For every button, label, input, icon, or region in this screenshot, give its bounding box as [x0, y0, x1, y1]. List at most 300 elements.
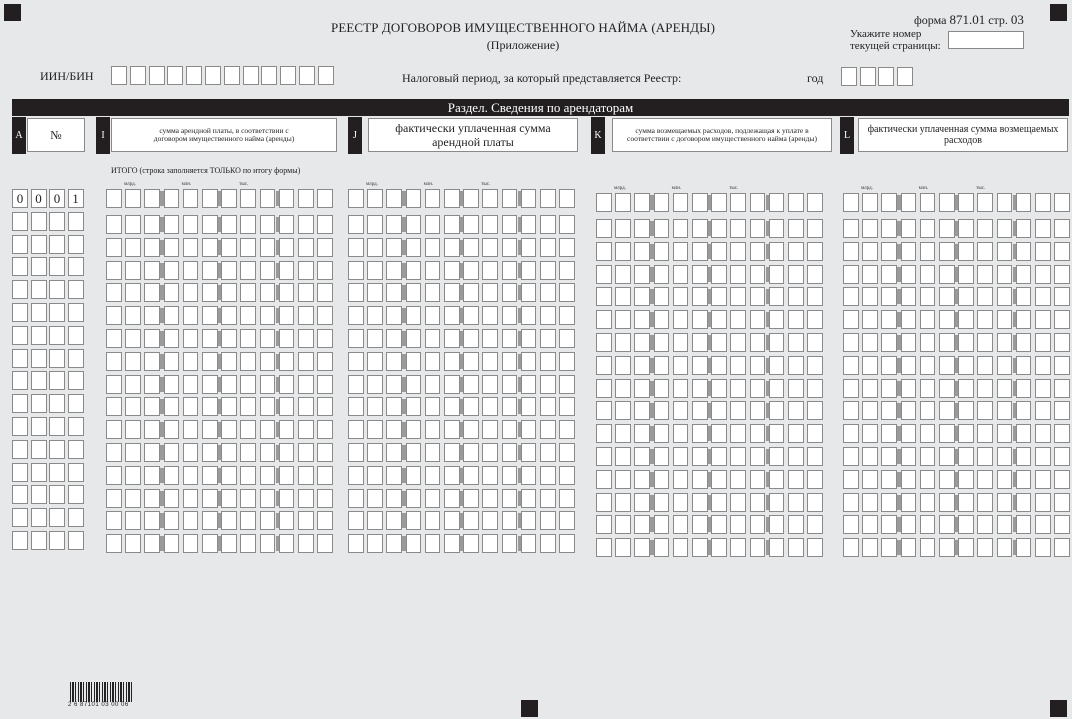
column-k-cell[interactable] [730, 310, 746, 329]
column-i-cell[interactable] [164, 306, 180, 325]
column-l-cell[interactable] [862, 470, 878, 489]
row-number-cell[interactable] [49, 394, 65, 413]
column-l-cell[interactable] [977, 470, 993, 489]
column-j-cell[interactable] [348, 352, 364, 371]
column-k-cell[interactable] [788, 515, 804, 534]
column-k-cell[interactable] [788, 401, 804, 420]
column-l-cell[interactable] [958, 219, 974, 238]
column-l-cell[interactable] [843, 333, 859, 352]
column-l-cell[interactable] [939, 515, 955, 534]
column-l-cell[interactable] [920, 265, 936, 284]
column-l-cell[interactable] [1054, 447, 1070, 466]
column-k-cell[interactable] [615, 333, 631, 352]
column-j-cell[interactable] [482, 306, 498, 325]
column-l-cell[interactable] [920, 219, 936, 238]
column-j-cell[interactable] [463, 215, 479, 234]
column-l-cell[interactable] [1035, 379, 1051, 398]
row-number-cell[interactable] [12, 280, 28, 299]
column-i-total-cell[interactable] [106, 189, 122, 208]
column-l-cell[interactable] [1035, 310, 1051, 329]
column-i-cell[interactable] [279, 329, 295, 348]
column-k-cell[interactable] [711, 401, 727, 420]
column-j-cell[interactable] [348, 306, 364, 325]
column-k-cell[interactable] [596, 356, 612, 375]
column-i-total-cell[interactable] [298, 189, 314, 208]
column-j-cell[interactable] [482, 261, 498, 280]
column-j-cell[interactable] [348, 283, 364, 302]
column-i-cell[interactable] [125, 283, 141, 302]
row-number-cell[interactable] [68, 531, 84, 550]
column-j-cell[interactable] [482, 215, 498, 234]
column-k-cell[interactable] [807, 356, 823, 375]
column-l-cell[interactable] [958, 401, 974, 420]
column-i-cell[interactable] [106, 420, 122, 439]
column-j-cell[interactable] [559, 283, 575, 302]
column-j-cell[interactable] [348, 329, 364, 348]
column-j-cell[interactable] [406, 352, 422, 371]
column-i-cell[interactable] [164, 261, 180, 280]
column-i-total-cell[interactable] [260, 189, 276, 208]
row-number-cell[interactable] [12, 212, 28, 231]
column-i-cell[interactable] [106, 511, 122, 530]
column-j-cell[interactable] [406, 397, 422, 416]
column-j-cell[interactable] [521, 443, 537, 462]
column-j-total-cell[interactable] [348, 189, 364, 208]
column-k-cell[interactable] [711, 310, 727, 329]
column-j-cell[interactable] [367, 352, 383, 371]
column-j-cell[interactable] [367, 306, 383, 325]
column-k-cell[interactable] [654, 379, 670, 398]
column-l-cell[interactable] [843, 424, 859, 443]
column-k-cell[interactable] [730, 265, 746, 284]
row-number-cell[interactable] [49, 212, 65, 231]
column-j-cell[interactable] [521, 261, 537, 280]
column-i-cell[interactable] [106, 352, 122, 371]
column-l-cell[interactable] [1035, 242, 1051, 261]
row-number-cell[interactable] [31, 508, 47, 527]
column-i-cell[interactable] [183, 511, 199, 530]
row-number-cell[interactable] [31, 531, 47, 550]
column-l-cell[interactable] [862, 493, 878, 512]
column-i-cell[interactable] [317, 511, 333, 530]
column-i-cell[interactable] [240, 329, 256, 348]
column-i-cell[interactable] [183, 489, 199, 508]
column-l-cell[interactable] [1054, 333, 1070, 352]
column-k-cell[interactable] [807, 219, 823, 238]
column-k-cell[interactable] [711, 356, 727, 375]
column-j-cell[interactable] [559, 397, 575, 416]
column-l-cell[interactable] [901, 401, 917, 420]
column-i-cell[interactable] [317, 306, 333, 325]
column-j-cell[interactable] [348, 375, 364, 394]
row-number-cell[interactable] [49, 235, 65, 254]
column-l-cell[interactable] [939, 265, 955, 284]
column-i-cell[interactable] [260, 261, 276, 280]
column-j-cell[interactable] [559, 375, 575, 394]
column-i-cell[interactable] [298, 261, 314, 280]
column-j-cell[interactable] [559, 489, 575, 508]
column-j-cell[interactable] [386, 215, 402, 234]
column-l-cell[interactable] [1016, 310, 1032, 329]
column-k-cell[interactable] [692, 265, 708, 284]
column-l-cell[interactable] [920, 356, 936, 375]
column-k-cell[interactable] [750, 265, 766, 284]
column-k-cell[interactable] [596, 379, 612, 398]
column-i-cell[interactable] [125, 261, 141, 280]
column-k-cell[interactable] [615, 538, 631, 557]
row-number-cell[interactable] [31, 280, 47, 299]
column-j-cell[interactable] [444, 283, 460, 302]
column-j-cell[interactable] [386, 352, 402, 371]
column-j-cell[interactable] [540, 466, 556, 485]
column-j-cell[interactable] [559, 511, 575, 530]
column-j-cell[interactable] [406, 329, 422, 348]
column-i-cell[interactable] [221, 511, 237, 530]
column-i-cell[interactable] [106, 215, 122, 234]
column-i-cell[interactable] [317, 534, 333, 553]
column-k-cell[interactable] [673, 515, 689, 534]
column-l-cell[interactable] [843, 538, 859, 557]
column-k-total-cell[interactable] [711, 193, 727, 212]
column-i-cell[interactable] [144, 352, 160, 371]
column-l-cell[interactable] [939, 219, 955, 238]
column-j-cell[interactable] [463, 283, 479, 302]
column-i-cell[interactable] [125, 443, 141, 462]
row-number-cell[interactable] [31, 440, 47, 459]
column-l-cell[interactable] [958, 470, 974, 489]
column-j-cell[interactable] [559, 420, 575, 439]
column-j-cell[interactable] [502, 397, 518, 416]
column-l-cell[interactable] [939, 287, 955, 306]
column-i-cell[interactable] [221, 375, 237, 394]
column-l-cell[interactable] [958, 265, 974, 284]
column-k-cell[interactable] [730, 287, 746, 306]
column-j-cell[interactable] [540, 283, 556, 302]
column-j-cell[interactable] [348, 420, 364, 439]
column-j-cell[interactable] [540, 306, 556, 325]
column-k-cell[interactable] [654, 470, 670, 489]
column-j-cell[interactable] [406, 375, 422, 394]
column-l-cell[interactable] [1016, 333, 1032, 352]
column-j-cell[interactable] [348, 397, 364, 416]
column-j-cell[interactable] [463, 489, 479, 508]
column-i-cell[interactable] [125, 238, 141, 257]
column-l-cell[interactable] [901, 470, 917, 489]
column-l-cell[interactable] [843, 242, 859, 261]
row-number-cell[interactable] [49, 485, 65, 504]
column-l-cell[interactable] [977, 538, 993, 557]
column-k-cell[interactable] [788, 470, 804, 489]
column-i-total-cell[interactable] [317, 189, 333, 208]
column-k-cell[interactable] [750, 493, 766, 512]
column-l-cell[interactable] [920, 333, 936, 352]
column-i-cell[interactable] [183, 261, 199, 280]
column-l-cell[interactable] [977, 401, 993, 420]
iin-bin-cell[interactable] [224, 66, 240, 85]
column-l-cell[interactable] [881, 401, 897, 420]
column-l-cell[interactable] [920, 379, 936, 398]
column-k-cell[interactable] [692, 379, 708, 398]
column-k-cell[interactable] [730, 538, 746, 557]
row-number-digit[interactable]: 0 [12, 189, 28, 208]
column-l-cell[interactable] [977, 379, 993, 398]
column-i-cell[interactable] [144, 375, 160, 394]
column-k-cell[interactable] [634, 515, 650, 534]
column-j-total-cell[interactable] [367, 189, 383, 208]
column-k-cell[interactable] [730, 379, 746, 398]
column-l-cell[interactable] [1054, 424, 1070, 443]
column-l-cell[interactable] [920, 447, 936, 466]
column-i-cell[interactable] [221, 466, 237, 485]
column-l-cell[interactable] [1035, 447, 1051, 466]
column-l-cell[interactable] [997, 265, 1013, 284]
column-j-cell[interactable] [521, 215, 537, 234]
column-j-cell[interactable] [406, 261, 422, 280]
column-k-total-cell[interactable] [730, 193, 746, 212]
row-number-digit[interactable]: 0 [31, 189, 47, 208]
column-l-cell[interactable] [1016, 470, 1032, 489]
column-k-cell[interactable] [692, 219, 708, 238]
column-l-cell[interactable] [881, 356, 897, 375]
column-j-cell[interactable] [367, 443, 383, 462]
column-l-cell[interactable] [1035, 219, 1051, 238]
column-j-cell[interactable] [425, 283, 441, 302]
column-i-cell[interactable] [144, 466, 160, 485]
column-i-cell[interactable] [106, 238, 122, 257]
column-j-cell[interactable] [482, 375, 498, 394]
column-j-cell[interactable] [559, 352, 575, 371]
column-j-cell[interactable] [482, 397, 498, 416]
column-i-cell[interactable] [240, 511, 256, 530]
column-j-cell[interactable] [559, 466, 575, 485]
column-i-cell[interactable] [317, 261, 333, 280]
column-i-cell[interactable] [125, 215, 141, 234]
column-l-cell[interactable] [939, 333, 955, 352]
column-l-total-cell[interactable] [843, 193, 859, 212]
column-j-cell[interactable] [463, 238, 479, 257]
column-j-cell[interactable] [463, 466, 479, 485]
column-j-cell[interactable] [463, 329, 479, 348]
column-k-cell[interactable] [692, 310, 708, 329]
column-k-cell[interactable] [807, 401, 823, 420]
column-l-cell[interactable] [843, 447, 859, 466]
row-number-cell[interactable] [12, 394, 28, 413]
column-l-cell[interactable] [958, 310, 974, 329]
column-l-cell[interactable] [881, 470, 897, 489]
column-j-cell[interactable] [463, 375, 479, 394]
column-k-cell[interactable] [654, 493, 670, 512]
column-j-cell[interactable] [425, 489, 441, 508]
column-k-cell[interactable] [769, 219, 785, 238]
column-i-cell[interactable] [260, 397, 276, 416]
column-l-cell[interactable] [862, 538, 878, 557]
column-i-total-cell[interactable] [221, 189, 237, 208]
column-i-cell[interactable] [164, 238, 180, 257]
column-j-cell[interactable] [406, 489, 422, 508]
column-k-cell[interactable] [730, 242, 746, 261]
column-i-cell[interactable] [298, 511, 314, 530]
column-i-cell[interactable] [317, 283, 333, 302]
column-k-cell[interactable] [654, 515, 670, 534]
column-i-cell[interactable] [164, 375, 180, 394]
column-i-cell[interactable] [125, 397, 141, 416]
row-number-cell[interactable] [68, 326, 84, 345]
row-number-cell[interactable] [68, 463, 84, 482]
column-j-cell[interactable] [367, 215, 383, 234]
column-k-cell[interactable] [769, 333, 785, 352]
column-i-cell[interactable] [240, 283, 256, 302]
column-i-cell[interactable] [202, 443, 218, 462]
column-j-cell[interactable] [482, 489, 498, 508]
row-number-cell[interactable] [12, 417, 28, 436]
column-j-cell[interactable] [406, 420, 422, 439]
iin-bin-cell[interactable] [167, 66, 183, 85]
column-j-cell[interactable] [502, 489, 518, 508]
column-l-cell[interactable] [920, 287, 936, 306]
column-k-cell[interactable] [788, 379, 804, 398]
column-l-cell[interactable] [1016, 265, 1032, 284]
column-k-cell[interactable] [654, 356, 670, 375]
column-j-cell[interactable] [406, 215, 422, 234]
row-number-cell[interactable] [12, 463, 28, 482]
column-l-cell[interactable] [977, 287, 993, 306]
row-number-cell[interactable] [49, 463, 65, 482]
column-l-cell[interactable] [881, 242, 897, 261]
column-j-cell[interactable] [559, 261, 575, 280]
row-number-cell[interactable] [68, 485, 84, 504]
column-j-cell[interactable] [521, 306, 537, 325]
column-k-cell[interactable] [634, 287, 650, 306]
column-i-cell[interactable] [298, 306, 314, 325]
column-l-cell[interactable] [1016, 287, 1032, 306]
row-number-cell[interactable] [12, 531, 28, 550]
column-l-cell[interactable] [977, 447, 993, 466]
iin-bin-cell[interactable] [243, 66, 259, 85]
column-j-cell[interactable] [425, 261, 441, 280]
column-i-cell[interactable] [164, 534, 180, 553]
column-l-cell[interactable] [862, 356, 878, 375]
column-i-cell[interactable] [144, 511, 160, 530]
column-k-total-cell[interactable] [788, 193, 804, 212]
column-k-cell[interactable] [807, 424, 823, 443]
column-i-cell[interactable] [202, 534, 218, 553]
column-k-cell[interactable] [692, 333, 708, 352]
column-l-cell[interactable] [977, 424, 993, 443]
column-i-cell[interactable] [317, 215, 333, 234]
column-j-cell[interactable] [367, 238, 383, 257]
column-i-cell[interactable] [298, 283, 314, 302]
column-i-cell[interactable] [202, 352, 218, 371]
column-i-cell[interactable] [298, 329, 314, 348]
column-l-cell[interactable] [862, 219, 878, 238]
column-k-cell[interactable] [807, 538, 823, 557]
column-l-cell[interactable] [977, 356, 993, 375]
row-number-cell[interactable] [31, 485, 47, 504]
column-i-cell[interactable] [240, 443, 256, 462]
column-i-cell[interactable] [279, 420, 295, 439]
column-i-cell[interactable] [317, 489, 333, 508]
column-k-total-cell[interactable] [769, 193, 785, 212]
column-l-cell[interactable] [901, 379, 917, 398]
row-number-cell[interactable] [49, 326, 65, 345]
column-j-cell[interactable] [502, 261, 518, 280]
row-number-cell[interactable] [68, 371, 84, 390]
column-l-cell[interactable] [939, 424, 955, 443]
column-j-total-cell[interactable] [406, 189, 422, 208]
column-l-cell[interactable] [862, 379, 878, 398]
column-i-cell[interactable] [240, 352, 256, 371]
column-l-cell[interactable] [939, 447, 955, 466]
column-l-cell[interactable] [958, 493, 974, 512]
year-cell[interactable] [897, 67, 913, 86]
column-l-cell[interactable] [1016, 242, 1032, 261]
column-j-cell[interactable] [367, 466, 383, 485]
column-k-total-cell[interactable] [673, 193, 689, 212]
column-l-cell[interactable] [1035, 538, 1051, 557]
column-k-total-cell[interactable] [596, 193, 612, 212]
column-j-cell[interactable] [444, 306, 460, 325]
iin-bin-cell[interactable] [205, 66, 221, 85]
column-k-cell[interactable] [596, 424, 612, 443]
column-i-cell[interactable] [240, 397, 256, 416]
column-l-cell[interactable] [901, 493, 917, 512]
column-j-cell[interactable] [559, 238, 575, 257]
column-k-total-cell[interactable] [692, 193, 708, 212]
column-i-cell[interactable] [279, 534, 295, 553]
column-i-cell[interactable] [202, 397, 218, 416]
column-k-cell[interactable] [615, 219, 631, 238]
column-i-cell[interactable] [183, 306, 199, 325]
column-i-cell[interactable] [183, 534, 199, 553]
row-number-cell[interactable] [31, 235, 47, 254]
column-j-cell[interactable] [559, 443, 575, 462]
column-j-cell[interactable] [502, 443, 518, 462]
column-i-total-cell[interactable] [125, 189, 141, 208]
column-j-cell[interactable] [482, 329, 498, 348]
column-k-cell[interactable] [596, 538, 612, 557]
column-i-cell[interactable] [221, 420, 237, 439]
column-k-cell[interactable] [692, 287, 708, 306]
iin-bin-cell[interactable] [299, 66, 315, 85]
column-k-cell[interactable] [673, 265, 689, 284]
column-i-cell[interactable] [202, 261, 218, 280]
row-number-cell[interactable] [31, 257, 47, 276]
column-l-cell[interactable] [901, 538, 917, 557]
column-l-cell[interactable] [997, 242, 1013, 261]
column-i-cell[interactable] [144, 489, 160, 508]
column-l-cell[interactable] [920, 424, 936, 443]
column-i-cell[interactable] [240, 215, 256, 234]
column-j-cell[interactable] [463, 261, 479, 280]
column-i-cell[interactable] [202, 283, 218, 302]
column-j-cell[interactable] [425, 397, 441, 416]
column-j-cell[interactable] [386, 534, 402, 553]
column-k-cell[interactable] [654, 287, 670, 306]
column-k-cell[interactable] [596, 310, 612, 329]
column-l-cell[interactable] [862, 265, 878, 284]
row-number-cell[interactable] [68, 394, 84, 413]
column-l-cell[interactable] [862, 515, 878, 534]
column-l-cell[interactable] [843, 493, 859, 512]
column-k-cell[interactable] [673, 447, 689, 466]
column-i-cell[interactable] [317, 375, 333, 394]
column-k-cell[interactable] [711, 515, 727, 534]
column-k-cell[interactable] [692, 538, 708, 557]
column-k-cell[interactable] [769, 265, 785, 284]
column-j-cell[interactable] [502, 215, 518, 234]
column-i-cell[interactable] [125, 375, 141, 394]
column-k-cell[interactable] [769, 447, 785, 466]
